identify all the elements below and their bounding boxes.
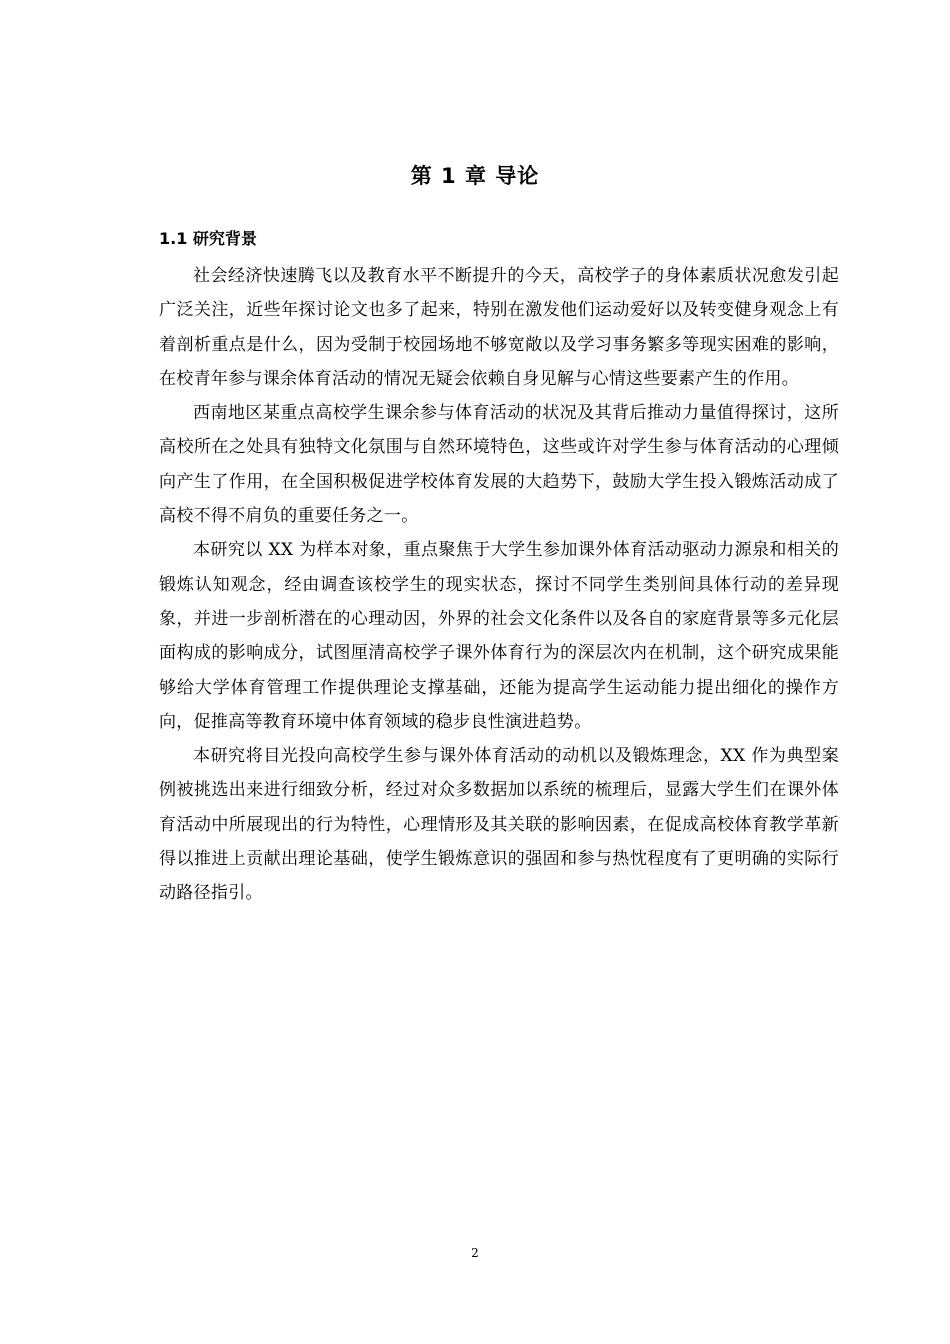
paragraph: 社会经济快速腾飞以及教育水平不断提升的今天，高校学子的身体素质状况愈发引起广泛关注，近些年探讨论文也多了起来，特别在激发他们运动爱好以及转变健身观念上有着剖析重点是什么，因为受制于校园场地不够宽敞以及学习事务繁多等现实困难的影响，在校青年参与课余体育活动的情况无疑会依赖自身见解与心情这些要素产生的作用。 xyxy=(159,266,839,389)
body-text xyxy=(159,259,839,911)
paragraph: 本研究以 XX 为样本对象，重点聚焦于大学生参加课外体育活动驱动力源泉和相关的锻炼认知观念，经由调查该校学生的现实状态，探讨不同学生类别间具体行动的差异现象，并进一步剖析潜在的心理动因，外界的社会文化条件以及各自的家庭背景等多元化层面构成的影响成分，试图厘清高校学子课外体育行为的深层次内在机制，这个研究成果能够给大学体育管理工作提供理论支撑基础，还能为提高学生运动能力提出细化的操作方向，促推高等教育环境中体育领域的稳步良性演进趋势。 xyxy=(159,540,839,732)
paragraph: 西南地区某重点高校学生课余参与体育活动的状况及其背后推动力量值得探讨，这所高校所在之处具有独特文化氛围与自然环境特色，这些或许对学生参与体育活动的心理倾向产生了作用，在全国积极促进学校体育发展的大趋势下，鼓励大学生投入锻炼活动成了高校不得不肩负的重要任务之一。 xyxy=(159,403,839,527)
section-heading: 1.1 研究背景 xyxy=(159,229,257,248)
paragraph: 本研究将目光投向高校学生参与课外体育活动的动机以及锻炼理念，XX 作为典型案例被挑选出来进行细致分析，经过对众多数据加以系统的梳理后，显露大学生们在课外体育活动中所展现出的行为特性，心理情形及其关联的影响因素，在促成高校体育教学革新得以推进上贡献出理论基础，使学生锻炼意识的强固和参与热忱程度有了更明确的实际行动路径指引。 xyxy=(159,746,839,904)
chapter-title: 第 1 章 导论 xyxy=(410,164,540,188)
page-number: 2 xyxy=(471,1246,479,1260)
